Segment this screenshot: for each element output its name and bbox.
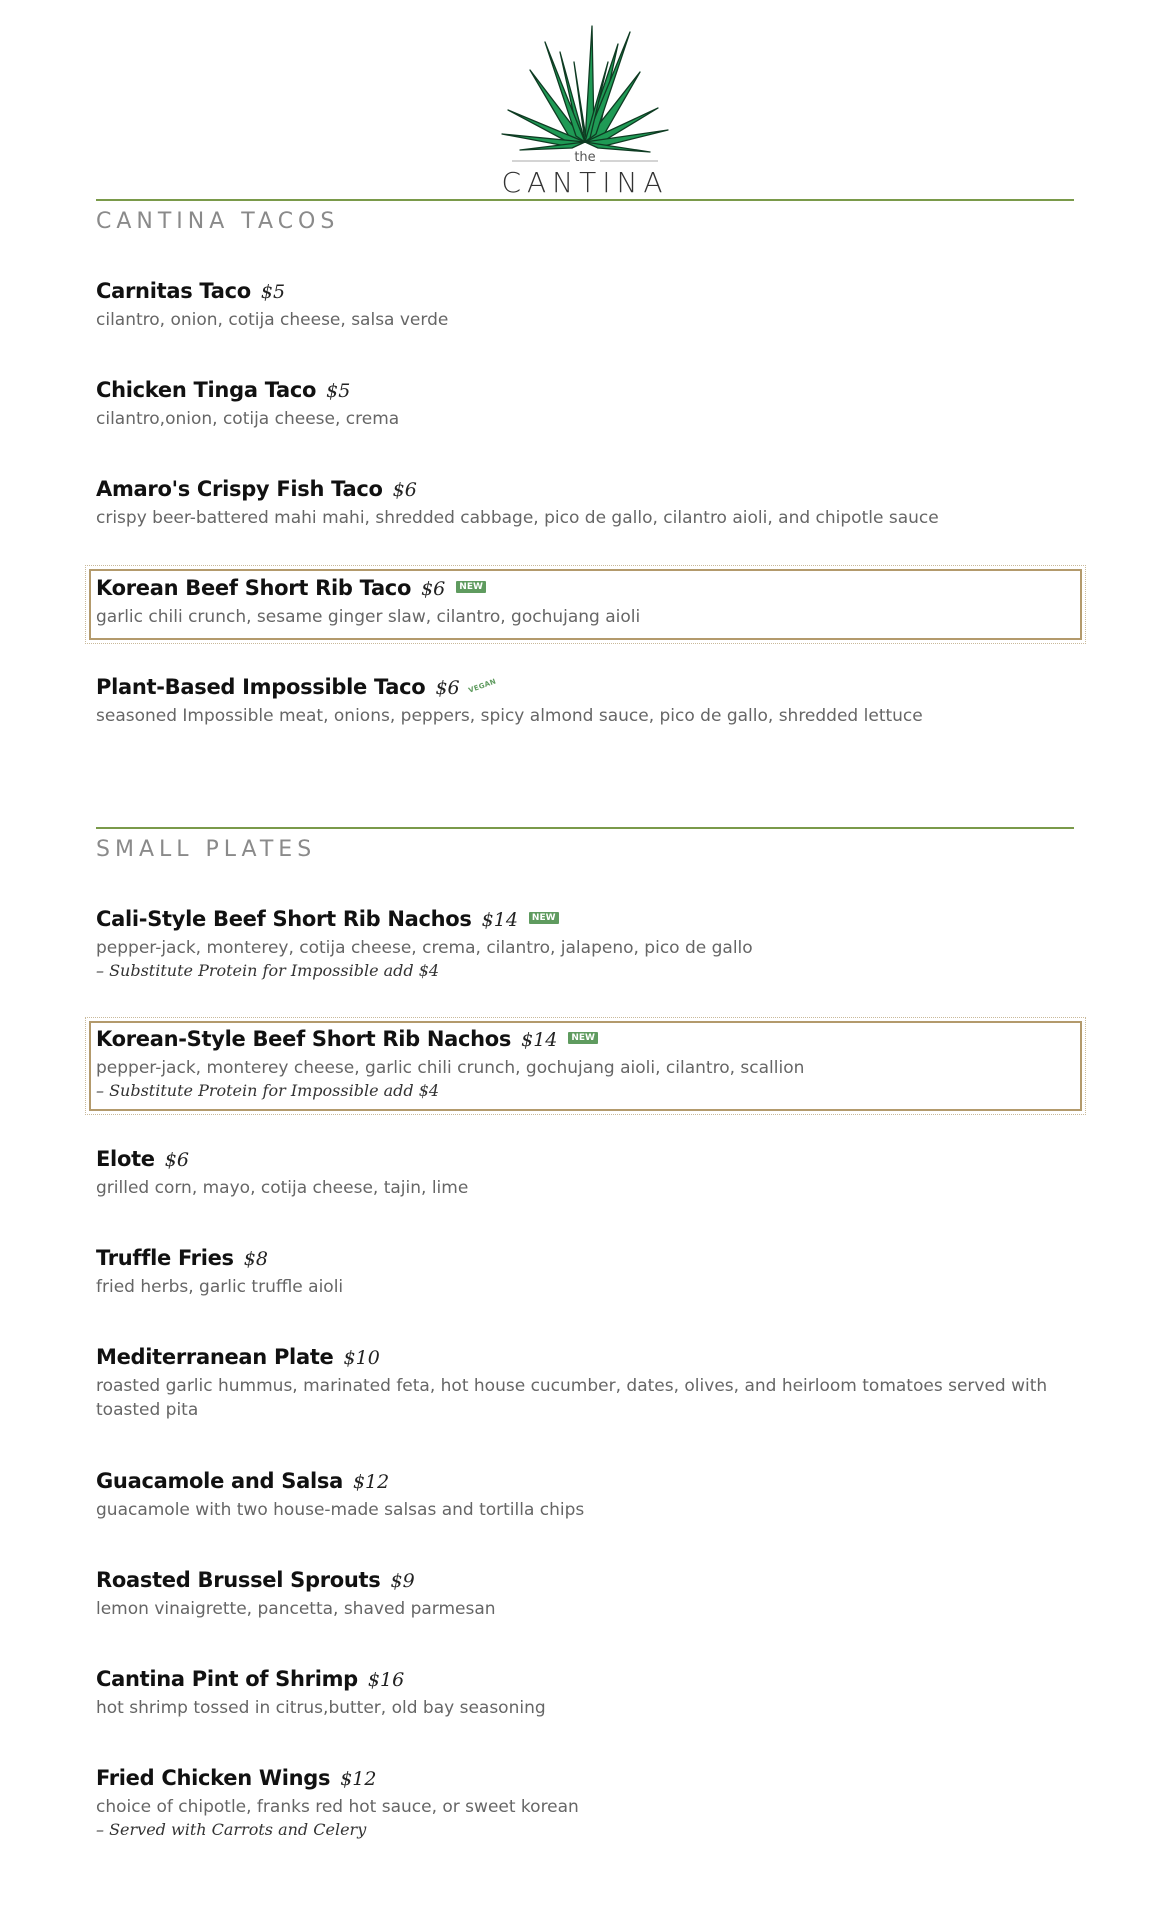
- menu-item: [96, 279, 1076, 333]
- vegan-badge: VEGAN: [467, 677, 497, 695]
- item-name: Elote: [96, 1147, 155, 1171]
- item-description: cilantro,onion, cotija cheese, crema: [96, 409, 400, 429]
- menu-item: [96, 1147, 1076, 1201]
- item-name: Plant-Based Impossible Taco: [96, 675, 426, 699]
- item-name: Mediterranean Plate: [96, 1345, 334, 1369]
- section-small-plates: [96, 827, 1074, 862]
- item-description: pepper-jack, monterey, cotija cheese, crema, cilantro, jalapeno, pico de gallo: [96, 938, 753, 958]
- item-name: Chicken Tinga Taco: [96, 378, 317, 402]
- item-price: $14: [481, 909, 518, 931]
- menu-item: [96, 1345, 1076, 1423]
- item-name: Cantina Pint of Shrimp: [96, 1667, 358, 1691]
- item-price: $5: [260, 281, 286, 303]
- item-price: $14: [521, 1029, 558, 1051]
- item-description: grilled corn, mayo, cotija cheese, tajin, lime: [96, 1178, 469, 1198]
- item-description: choice of chipotle, franks red hot sauce, or sweet korean: [96, 1797, 579, 1817]
- menu-item: [96, 1246, 1076, 1300]
- section-divider: [96, 827, 1074, 829]
- item-price: $6: [164, 1149, 189, 1171]
- section-title: SMALL PLATES: [96, 837, 317, 862]
- new-badge: NEW: [529, 912, 559, 924]
- item-note: – Substitute Protein for Impossible add $4: [96, 961, 440, 980]
- item-name: Korean Beef Short Rib Taco: [96, 576, 412, 600]
- item-name: Korean-Style Beef Short Rib Nachos: [96, 1027, 512, 1051]
- item-description: crispy beer-battered mahi mahi, shredded cabbage, pico de gallo, cilantro aioli, and chipotle sauce: [96, 508, 939, 528]
- item-name: Roasted Brussel Sprouts: [96, 1568, 381, 1592]
- item-price: $6: [435, 677, 460, 699]
- item-note: – Substitute Protein for Impossible add $4: [96, 1081, 440, 1100]
- item-name: Amaro's Crispy Fish Taco: [96, 477, 383, 501]
- cantina-logo: [490, 22, 680, 198]
- menu-item: [96, 1766, 1076, 1840]
- item-description: seasoned Impossible meat, onions, peppers, spicy almond sauce, pico de gallo, shredded lettuce: [96, 706, 923, 726]
- item-price: $6: [421, 578, 446, 600]
- menu-item-featured: [96, 1027, 1076, 1101]
- item-description: hot shrimp tossed in citrus,butter, old bay seasoning: [96, 1698, 546, 1718]
- menu-item: [96, 1667, 1076, 1721]
- item-description-continued: toasted pita: [96, 1400, 199, 1420]
- item-description: roasted garlic hummus, marinated feta, hot house cucumber, dates, olives, and heirloom tomatoes served with: [96, 1376, 1048, 1396]
- item-price: $9: [390, 1570, 415, 1592]
- item-price: $8: [243, 1248, 268, 1270]
- new-badge: NEW: [568, 1032, 598, 1044]
- item-name: Carnitas Taco: [96, 279, 251, 303]
- item-name: Cali-Style Beef Short Rib Nachos: [96, 907, 472, 931]
- menu-item: [96, 477, 1076, 531]
- item-description: garlic chili crunch, sesame ginger slaw, cilantro, gochujang aioli: [96, 607, 641, 627]
- new-badge: NEW: [456, 581, 486, 593]
- item-description: pepper-jack, monterey cheese, garlic chili crunch, gochujang aioli, cilantro, scallion: [96, 1058, 805, 1078]
- menu-item: [96, 378, 1076, 432]
- menu-item: [96, 907, 1076, 981]
- logo-name-text: CANTINA: [501, 166, 669, 199]
- item-note: – Served with Carrots and Celery: [96, 1820, 367, 1839]
- item-price: $10: [343, 1347, 380, 1369]
- menu-item: [96, 1568, 1076, 1622]
- section-title: CANTINA TACOS: [96, 209, 340, 234]
- item-description: guacamole with two house-made salsas and tortilla chips: [96, 1500, 585, 1520]
- item-description: lemon vinaigrette, pancetta, shaved parmesan: [96, 1599, 496, 1619]
- menu-item: [96, 675, 1076, 729]
- item-price: $6: [392, 479, 417, 501]
- menu-item-featured: [96, 576, 1076, 630]
- item-description: fried herbs, garlic truffle aioli: [96, 1277, 344, 1297]
- item-description: cilantro, onion, cotija cheese, salsa verde: [96, 310, 449, 330]
- logo-the-text: the: [574, 150, 596, 165]
- section-cantina-tacos: [96, 199, 1074, 234]
- item-price: $12: [340, 1768, 377, 1790]
- menu-item: [96, 1469, 1076, 1523]
- item-price: $12: [352, 1471, 390, 1493]
- item-name: Fried Chicken Wings: [96, 1766, 331, 1790]
- section-divider: [96, 199, 1074, 201]
- item-price: $5: [326, 380, 351, 402]
- item-name: Guacamole and Salsa: [96, 1469, 343, 1493]
- item-name: Truffle Fries: [96, 1246, 234, 1270]
- item-price: $16: [367, 1669, 405, 1691]
